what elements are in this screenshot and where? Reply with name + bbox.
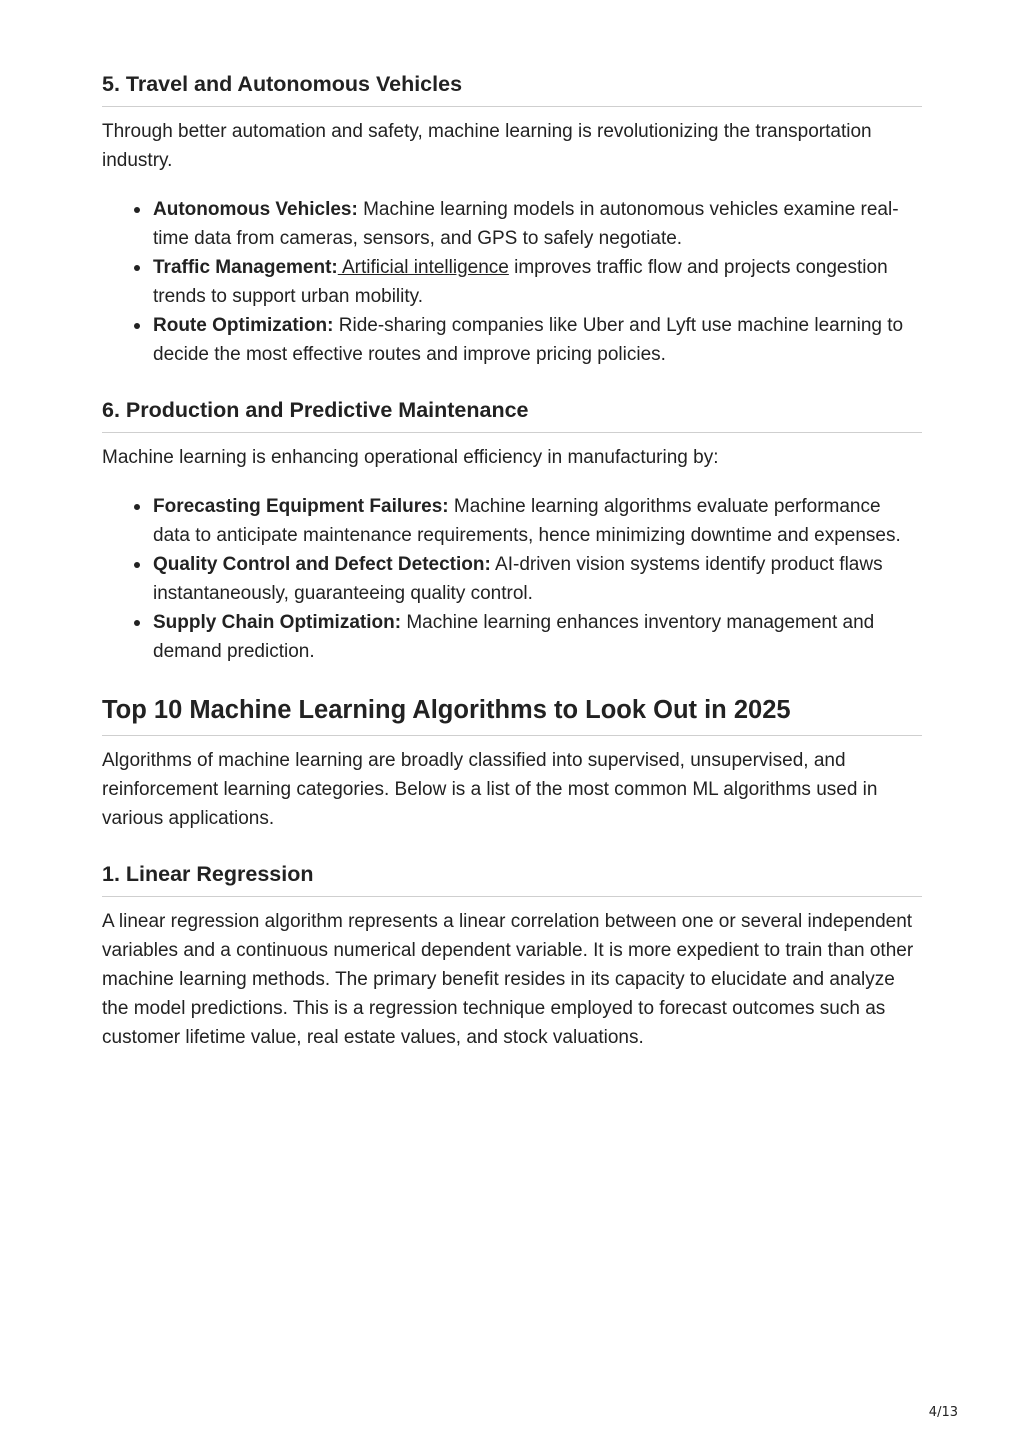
item-lead: Traffic Management: <box>153 257 338 278</box>
list-item <box>153 492 922 550</box>
item-text: Machine learning algorithms evaluate performance data to anticipate maintenance requirements, hence minimizing downtime and expenses. <box>153 496 901 546</box>
artificial-intelligence-link[interactable]: Artificial intelligence <box>337 257 509 278</box>
item-text: AI-driven vision systems identify product flaws instantaneously, guaranteeing quality control. <box>153 554 883 604</box>
item-lead: Autonomous Vehicles: <box>153 199 358 220</box>
linear-regression-body: A linear regression algorithm represents a linear correlation between one or several independent variables and a continuous numerical dependent variable. It is more expedient to train than other machine learning methods. The primary benefit resides in its capacity to elucidate and analyze the model predictions. This is a regression technique employed to forecast outcomes such as customer lifetime value, real estate values, and stock valuations. <box>102 911 914 1048</box>
section-heading-travel: 5. Travel and Autonomous Vehicles <box>102 70 922 107</box>
list-item <box>153 253 922 311</box>
article-content <box>102 70 922 1052</box>
list-item <box>153 195 922 253</box>
item-lead: Supply Chain Optimization: <box>153 612 402 633</box>
item-lead: Route Optimization: <box>153 315 334 336</box>
production-list <box>102 492 922 666</box>
list-item <box>153 550 922 608</box>
item-text: Ride-sharing companies like Uber and Lyft use machine learning to decide the most effective routes and improve pricing policies. <box>153 315 904 365</box>
travel-list <box>102 195 922 369</box>
list-item <box>153 608 922 666</box>
list-item <box>153 311 922 369</box>
item-lead: Forecasting Equipment Failures: <box>153 496 449 517</box>
top10-heading: Top 10 Machine Learning Algorithms to Look Out in 2025 <box>102 693 922 736</box>
item-lead: Quality Control and Defect Detection: <box>153 554 491 575</box>
section-intro-travel: Through better automation and safety, machine learning is revolutionizing the transportation industry. <box>102 121 872 171</box>
section-heading-production: 6. Production and Predictive Maintenance <box>102 396 922 433</box>
linear-regression-heading: 1. Linear Regression <box>102 860 922 897</box>
section-intro-production: Machine learning is enhancing operational efficiency in manufacturing by: <box>102 447 719 468</box>
item-text: improves traffic flow and projects congestion trends to support urban mobility. <box>153 257 888 307</box>
item-text: Machine learning enhances inventory management and demand prediction. <box>153 612 875 662</box>
top10-intro: Algorithms of machine learning are broadly classified into supervised, unsupervised, and reinforcement learning categories. Below is a list of the most common ML algorithms used in various applications. <box>102 750 878 829</box>
page-number: 4/13 <box>928 1405 958 1420</box>
item-text: Machine learning models in autonomous vehicles examine real-time data from cameras, sensors, and GPS to safely negotiate. <box>153 199 899 249</box>
